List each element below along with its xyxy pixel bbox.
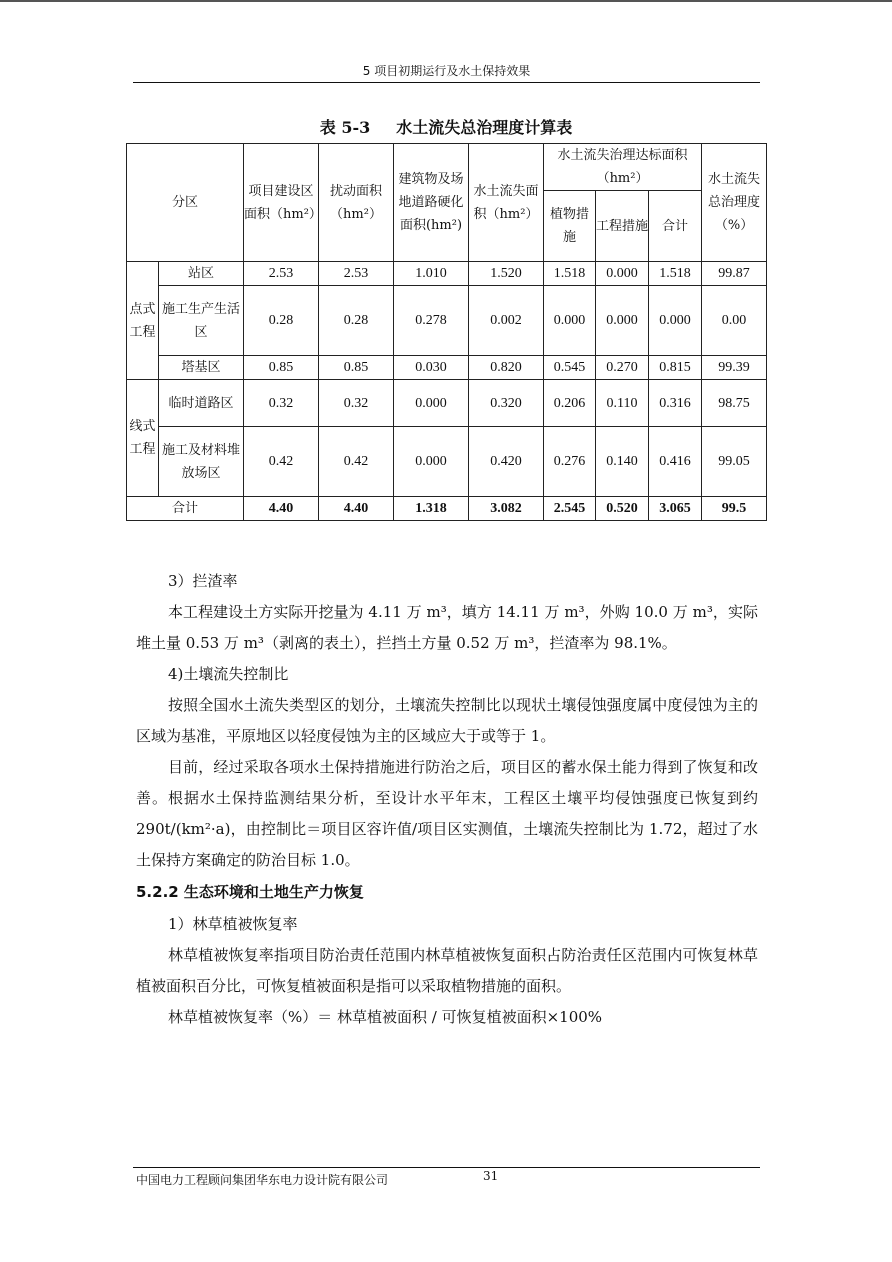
page-number: 31 xyxy=(483,1169,499,1183)
cell: 99.39 xyxy=(702,356,767,380)
cell: 0.545 xyxy=(544,356,596,380)
erosion-treatment-table xyxy=(126,143,767,521)
row-zone: 施工生产生活区 xyxy=(159,286,244,356)
header-plant: 植物措施 xyxy=(544,191,596,262)
group-point: 点式工程 xyxy=(127,262,159,380)
cell: 0.206 xyxy=(544,380,596,427)
table-title: 水土流失总治理度计算表 xyxy=(396,118,573,137)
cell: 0.32 xyxy=(319,380,394,427)
cell: 0.00 xyxy=(702,286,767,356)
cell: 2.53 xyxy=(319,262,394,286)
table-row xyxy=(127,356,767,380)
table-row xyxy=(127,262,767,286)
header-zone: 分区 xyxy=(127,144,244,262)
cell: 0.28 xyxy=(319,286,394,356)
row-zone: 站区 xyxy=(159,262,244,286)
cell: 0.820 xyxy=(469,356,544,380)
cell: 0.520 xyxy=(596,497,649,521)
cell: 2.53 xyxy=(244,262,319,286)
body-text xyxy=(136,566,758,1033)
table-row xyxy=(127,380,767,427)
cell: 0.316 xyxy=(649,380,702,427)
cell: 0.140 xyxy=(596,427,649,497)
group-line: 线式工程 xyxy=(127,380,159,497)
header-engineering: 工程措施 xyxy=(596,191,649,262)
cell: 0.815 xyxy=(649,356,702,380)
paragraph: 目前，经过采取各项水土保持措施进行防治之后，项目区的蓄水保土能力得到了恢复和改善。根据水土保持监测结果分析，至设计水平年末，工程区土壤平均侵蚀强度已恢复到约 290t/(km²·a)，由控制比＝项目区容许值/项目区实测值，土壤流失控制比为 1.72，超过了水土保持方案确定的防治目标 1.0。 xyxy=(136,758,758,869)
header-hardened-area: 建筑物及场地道路硬化面积(hm²) xyxy=(394,144,469,262)
cell: 0.420 xyxy=(469,427,544,497)
total-row xyxy=(127,497,767,521)
cell: 4.40 xyxy=(319,497,394,521)
cell: 99.87 xyxy=(702,262,767,286)
heading-soil-loss-ratio: 4)土壤流失控制比 xyxy=(168,665,289,683)
running-header: 5 项目初期运行及水土保持效果 xyxy=(362,64,531,78)
cell: 98.75 xyxy=(702,380,767,427)
cell: 0.000 xyxy=(394,380,469,427)
header-subtotal: 合计 xyxy=(649,191,702,262)
paragraph: 本工程建设土方实际开挖量为 4.11 万 m³，填方 14.11 万 m³，外购 10.0 万 m³，实际堆土量 0.53 万 m³（剥离的表土），拦挡土方量 0.52 万 m³，拦渣率为 98.1%。 xyxy=(136,603,758,652)
top-border xyxy=(0,0,892,2)
table-number: 表 5-3 xyxy=(319,118,371,137)
cell: 1.010 xyxy=(394,262,469,286)
cell: 0.000 xyxy=(649,286,702,356)
cell: 0.030 xyxy=(394,356,469,380)
section-heading: 5.2.2 生态环境和土地生产力恢复 xyxy=(136,883,364,901)
cell: 0.320 xyxy=(469,380,544,427)
cell: 0.416 xyxy=(649,427,702,497)
cell: 0.42 xyxy=(244,427,319,497)
header-disturbed-area: 扰动面积（hm²） xyxy=(319,144,394,262)
cell: 0.000 xyxy=(544,286,596,356)
table-caption xyxy=(126,115,766,138)
cell: 1.520 xyxy=(469,262,544,286)
header-project-area: 项目建设区面积（hm²） xyxy=(244,144,319,262)
header-treated-group: 水土流失治理达标面积（hm²） xyxy=(544,144,702,191)
paragraph: 林草植被恢复率指项目防治责任范围内林草植被恢复面积占防治责任区范围内可恢复林草植被面积百分比，可恢复植被面积是指可以采取植物措施的面积。 xyxy=(136,946,758,995)
cell: 3.082 xyxy=(469,497,544,521)
header-erosion-area: 水土流失面积（hm²） xyxy=(469,144,544,262)
row-zone: 临时道路区 xyxy=(159,380,244,427)
row-zone: 施工及材料堆放场区 xyxy=(159,427,244,497)
cell: 0.85 xyxy=(319,356,394,380)
heading-vegetation-rate: 1）林草植被恢复率 xyxy=(168,915,298,933)
cell: 0.000 xyxy=(596,286,649,356)
formula: 林草植被恢复率（%）＝ 林草植被面积 / 可恢复植被面积×100% xyxy=(168,1008,603,1026)
cell: 1.318 xyxy=(394,497,469,521)
cell: 0.110 xyxy=(596,380,649,427)
header-rate: 水土流失总治理度（%） xyxy=(702,144,767,262)
cell: 0.002 xyxy=(469,286,544,356)
table-row xyxy=(127,286,767,356)
cell: 3.065 xyxy=(649,497,702,521)
table-row xyxy=(127,427,767,497)
header-rule xyxy=(133,82,760,83)
cell: 0.32 xyxy=(244,380,319,427)
cell: 99.05 xyxy=(702,427,767,497)
cell: 0.000 xyxy=(394,427,469,497)
heading-slag-rate: 3）拦渣率 xyxy=(168,572,238,590)
cell: 0.000 xyxy=(596,262,649,286)
cell: 0.85 xyxy=(244,356,319,380)
footer-rule xyxy=(133,1167,760,1168)
cell: 0.28 xyxy=(244,286,319,356)
cell: 99.5 xyxy=(702,497,767,521)
footer-organization: 中国电力工程顾问集团华东电力设计院有限公司 xyxy=(136,1173,389,1187)
cell: 0.278 xyxy=(394,286,469,356)
cell: 1.518 xyxy=(649,262,702,286)
total-label: 合计 xyxy=(127,497,244,521)
row-zone: 塔基区 xyxy=(159,356,244,380)
cell: 4.40 xyxy=(244,497,319,521)
cell: 0.42 xyxy=(319,427,394,497)
cell: 0.270 xyxy=(596,356,649,380)
cell: 1.518 xyxy=(544,262,596,286)
paragraph: 按照全国水土流失类型区的划分，土壤流失控制比以现状土壤侵蚀强度属中度侵蚀为主的区域为基准，平原地区以轻度侵蚀为主的区域应大于或等于 1。 xyxy=(136,696,758,745)
cell: 0.276 xyxy=(544,427,596,497)
cell: 2.545 xyxy=(544,497,596,521)
